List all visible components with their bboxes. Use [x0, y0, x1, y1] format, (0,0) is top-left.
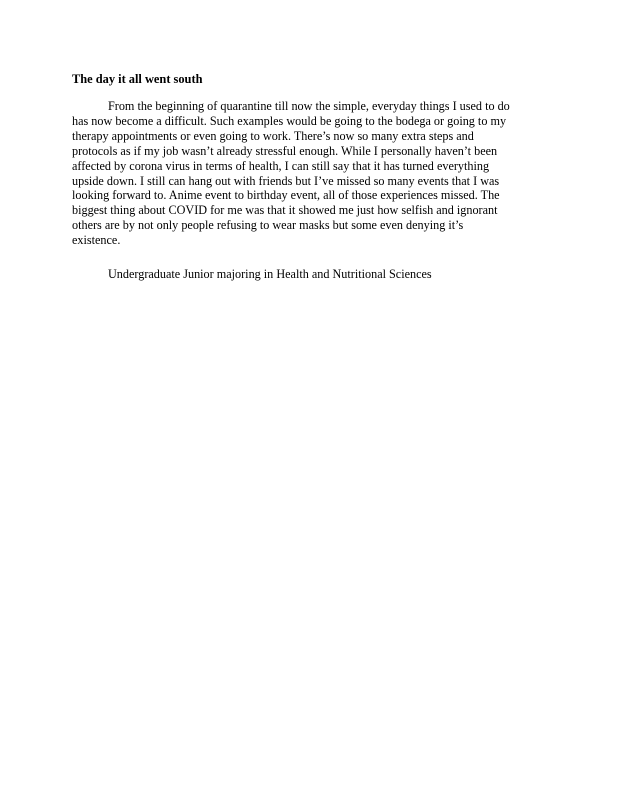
essay-paragraph	[72, 99, 548, 248]
paragraph-line: upside down. I still can hang out with friends but I’ve missed so many events that I was	[72, 173, 500, 188]
document-title: The day it all went south	[72, 72, 203, 86]
paragraph-line: therapy appointments or even going to work. There’s now so many extra steps and	[72, 128, 474, 143]
paragraph-line: From the beginning of quarantine till now the simple, everyday things I used to do	[108, 99, 510, 113]
paragraph-line: existence.	[72, 233, 121, 248]
author-line: Undergraduate Junior majoring in Health and Nutritional Sciences	[108, 267, 432, 281]
paragraph-line: has now become a difficult. Such examples would be going to the bodega or going to my	[72, 113, 507, 128]
paragraph-line: biggest thing about COVID for me was that it showed me just how selfish and ignorant	[72, 203, 498, 218]
paragraph-line: protocols as if my job wasn’t already stressful enough. While I personally haven’t been	[72, 143, 498, 158]
paragraph-line: others are by not only people refusing to wear masks but some even denying it’s	[72, 218, 464, 233]
paragraph-line: looking forward to. Anime event to birthday event, all of those experiences missed. The	[72, 188, 500, 203]
paragraph-line: affected by corona virus in terms of health, I can still say that it has turned everything	[72, 158, 490, 173]
